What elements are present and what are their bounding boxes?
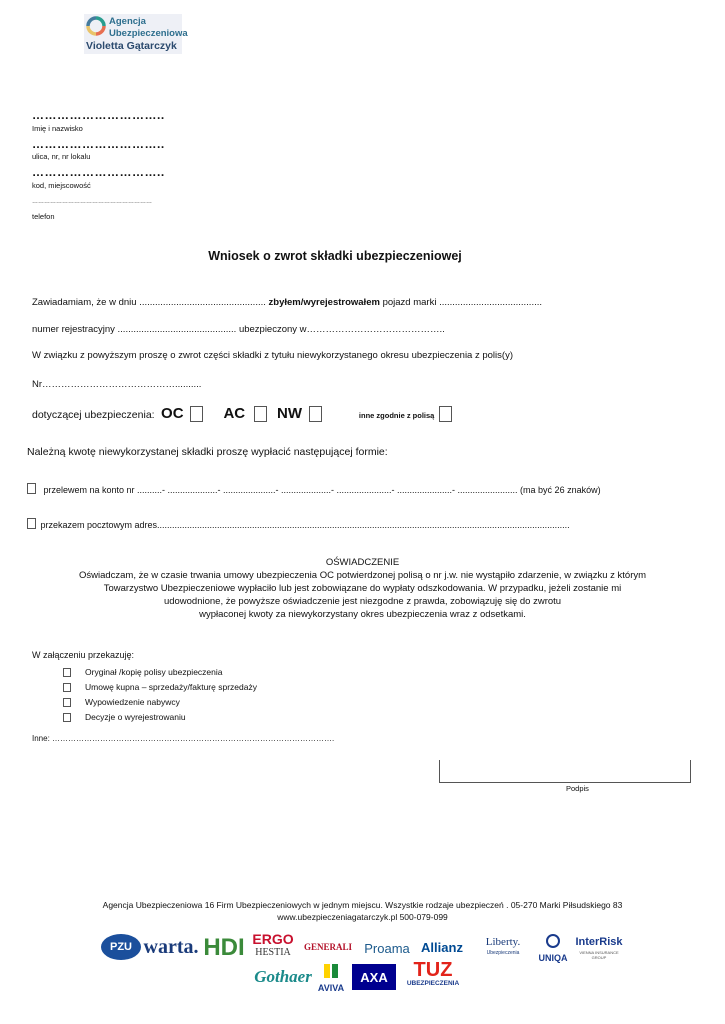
aviva-icon xyxy=(322,964,340,978)
proama-text: Proama xyxy=(364,940,410,956)
attachment-checkbox[interactable] xyxy=(63,668,71,677)
attachments-other[interactable]: Inne: ……………………………………………………………………………………………. xyxy=(32,734,335,743)
registration-line[interactable]: numer rejestracyjny ............................................. ubezpieczony w…………………………………….. xyxy=(32,324,445,335)
warta-text: warta. xyxy=(143,935,199,958)
hdi-logo xyxy=(202,934,246,962)
allianz-logo xyxy=(418,936,466,958)
city-label: kod, miejscowość xyxy=(32,181,91,190)
ergo-hestia-logo xyxy=(248,932,298,962)
sale-date-line[interactable] xyxy=(32,297,542,308)
interrisk-logo xyxy=(572,934,626,962)
vehicle-make-text: pojazd marki ....................................... xyxy=(382,297,543,308)
proama-logo xyxy=(360,938,414,958)
attachments-list xyxy=(63,665,257,725)
attachment-checkbox[interactable] xyxy=(63,683,71,692)
liberty-text: Liberty. xyxy=(485,936,521,948)
hestia-text: HESTIA xyxy=(255,947,291,958)
allianz-text: Allianz xyxy=(421,939,463,955)
agency-logo-ring-icon xyxy=(86,16,106,36)
option-oc-label: OC xyxy=(161,405,184,422)
liberty-sub-text: Ubezpieczenia xyxy=(486,950,520,956)
agency-logo-line3: Violetta Gątarczyk xyxy=(86,40,177,52)
liberty-logo xyxy=(472,934,534,962)
pzu-text: PZU xyxy=(110,941,132,953)
agency-logo-line2: Ubezpieczeniowa xyxy=(109,28,188,39)
attachment-label: Decyzje o wyrejestrowaniu xyxy=(85,712,186,722)
attachment-label: Oryginał /kopię polisy ubezpieczenia xyxy=(85,667,223,677)
street-label: ulica, nr, nr lokalu xyxy=(32,152,91,161)
policy-number-line[interactable]: Nr…………………………………….......... xyxy=(32,379,202,390)
interrisk-text: InterRisk xyxy=(575,936,623,948)
postal-address-text[interactable]: przekazem pocztowym adres..................................................................................................................................................................... xyxy=(40,520,570,530)
aviva-logo xyxy=(312,964,350,992)
generali-logo xyxy=(300,938,356,956)
insurer-logos xyxy=(0,928,725,1020)
signature-label: Podpis xyxy=(566,784,589,793)
footer-address: Agencja Ubezpieczeniowa 16 Firm Ubezpieczeniowych w jednym miejscu. Wszystkie rodzaje ubezpieczeń . 05-270 Marki Piłsudskiego 83 xyxy=(102,900,623,910)
attachments-heading: W załączeniu przekazuję: xyxy=(32,650,135,660)
payment-heading: Należną kwotę niewykorzystanej składki proszę wypłacić następującej formie: xyxy=(27,446,388,458)
insurance-type-row xyxy=(32,405,452,423)
declaration xyxy=(0,556,725,621)
uniqa-logo xyxy=(536,934,570,964)
agency-logo xyxy=(84,14,188,54)
tuz-text: TUZ xyxy=(413,959,453,981)
option-nw-label: NW xyxy=(277,405,303,422)
gothaer-logo xyxy=(254,964,312,990)
sale-status-text: zbyłem/wyrejestrowałem xyxy=(268,297,380,308)
attachment-item[interactable] xyxy=(63,665,257,680)
axa-text: AXA xyxy=(360,969,388,985)
phone-label: telefon xyxy=(32,212,55,221)
option-ac-label: AC xyxy=(223,405,246,422)
pzu-logo xyxy=(101,934,141,960)
option-ac-checkbox[interactable] xyxy=(254,406,267,422)
aviva-text: AVIVA xyxy=(317,983,345,993)
tuz-logo xyxy=(398,960,468,990)
declaration-line-2: Towarzystwo Ubezpieczeniowe wypłaciło lub jest zobowiązane do wypłaty odszkodowania. W przypadku, jeżeli zostanie mi xyxy=(103,583,622,594)
postal-checkbox[interactable] xyxy=(27,518,36,529)
sale-date-text: Zawiadamiam, że w dniu ................................................ xyxy=(32,297,266,308)
postal-row xyxy=(27,515,570,533)
axa-logo xyxy=(352,964,396,990)
warta-logo xyxy=(143,934,199,960)
refund-request-line: W związku z powyższym proszę o zwrot części składki z tytułu niewykorzystanego okresu ubezpieczenia z polis(y) xyxy=(32,350,513,361)
name-label: Imię i nazwisko xyxy=(32,124,83,133)
attachment-checkbox[interactable] xyxy=(63,713,71,722)
hdi-text: HDI xyxy=(203,934,245,961)
transfer-account-text[interactable]: przelewem na konto nr ..........- ....................- .....................- ....................- ......................- ......................- ........................ (ma być 26 znaków) xyxy=(43,485,601,495)
attachment-item[interactable] xyxy=(63,710,257,725)
option-oc-checkbox[interactable] xyxy=(190,406,203,422)
uniqa-text: UNIQA xyxy=(538,953,568,963)
option-other-checkbox[interactable] xyxy=(439,406,452,422)
attachment-label: Wypowiedzenie nabywcy xyxy=(85,697,180,707)
transfer-checkbox[interactable] xyxy=(27,483,36,494)
declaration-line-4: wypłaconej kwoty za niewykorzystany okres ubezpieczenia wraz z odsetkami. xyxy=(199,609,526,620)
page-title: Wniosek o zwrot składki ubezpieczeniowej xyxy=(208,249,462,263)
option-other-label: inne zgodnie z polisą xyxy=(358,411,435,420)
attachment-item[interactable] xyxy=(63,680,257,695)
uniqa-icon xyxy=(545,934,561,948)
declaration-line-3: udowodnione, że powyższe oświadczenie jest niezgodne z prawda, zobowiązuję się do zwrotu xyxy=(163,596,562,607)
gothaer-text: Gothaer xyxy=(254,967,312,986)
declaration-heading: OŚWIADCZENIE xyxy=(325,557,400,568)
tuz-sub-text: UBEZPIECZENIA xyxy=(406,980,460,987)
generali-text: GENERALI xyxy=(303,942,352,952)
attachment-label: Umowę kupna – sprzedaży/fakturę sprzedaży xyxy=(85,682,257,692)
attachment-item[interactable] xyxy=(63,695,257,710)
agency-logo-line1: Agencja xyxy=(109,16,146,27)
name-dots[interactable]: ………………………….. xyxy=(32,108,165,122)
interrisk-sub-text: VIENNA INSURANCE GROUP xyxy=(579,950,619,960)
signature-box[interactable] xyxy=(439,760,691,783)
street-dots[interactable]: ………………………….. xyxy=(32,137,165,151)
city-dots[interactable]: ………………………….. xyxy=(32,165,165,179)
insurance-type-label: dotyczącej ubezpieczenia: xyxy=(32,409,155,421)
ergo-text: ERGO xyxy=(252,931,294,947)
phone-dots[interactable]: …………………………………………………… xyxy=(32,199,152,205)
declaration-line-1: Oświadczam, że w czasie trwania umowy ubezpieczenia OC potwierdzonej polisą o nr j.w. nie wystąpiło zdarzenie, w związku z którym xyxy=(78,570,647,581)
footer-contact: www.ubezpieczeniagatarczyk.pl 500-079-099 xyxy=(277,912,448,922)
transfer-row xyxy=(27,480,601,498)
option-nw-checkbox[interactable] xyxy=(309,406,322,422)
attachment-checkbox[interactable] xyxy=(63,698,71,707)
